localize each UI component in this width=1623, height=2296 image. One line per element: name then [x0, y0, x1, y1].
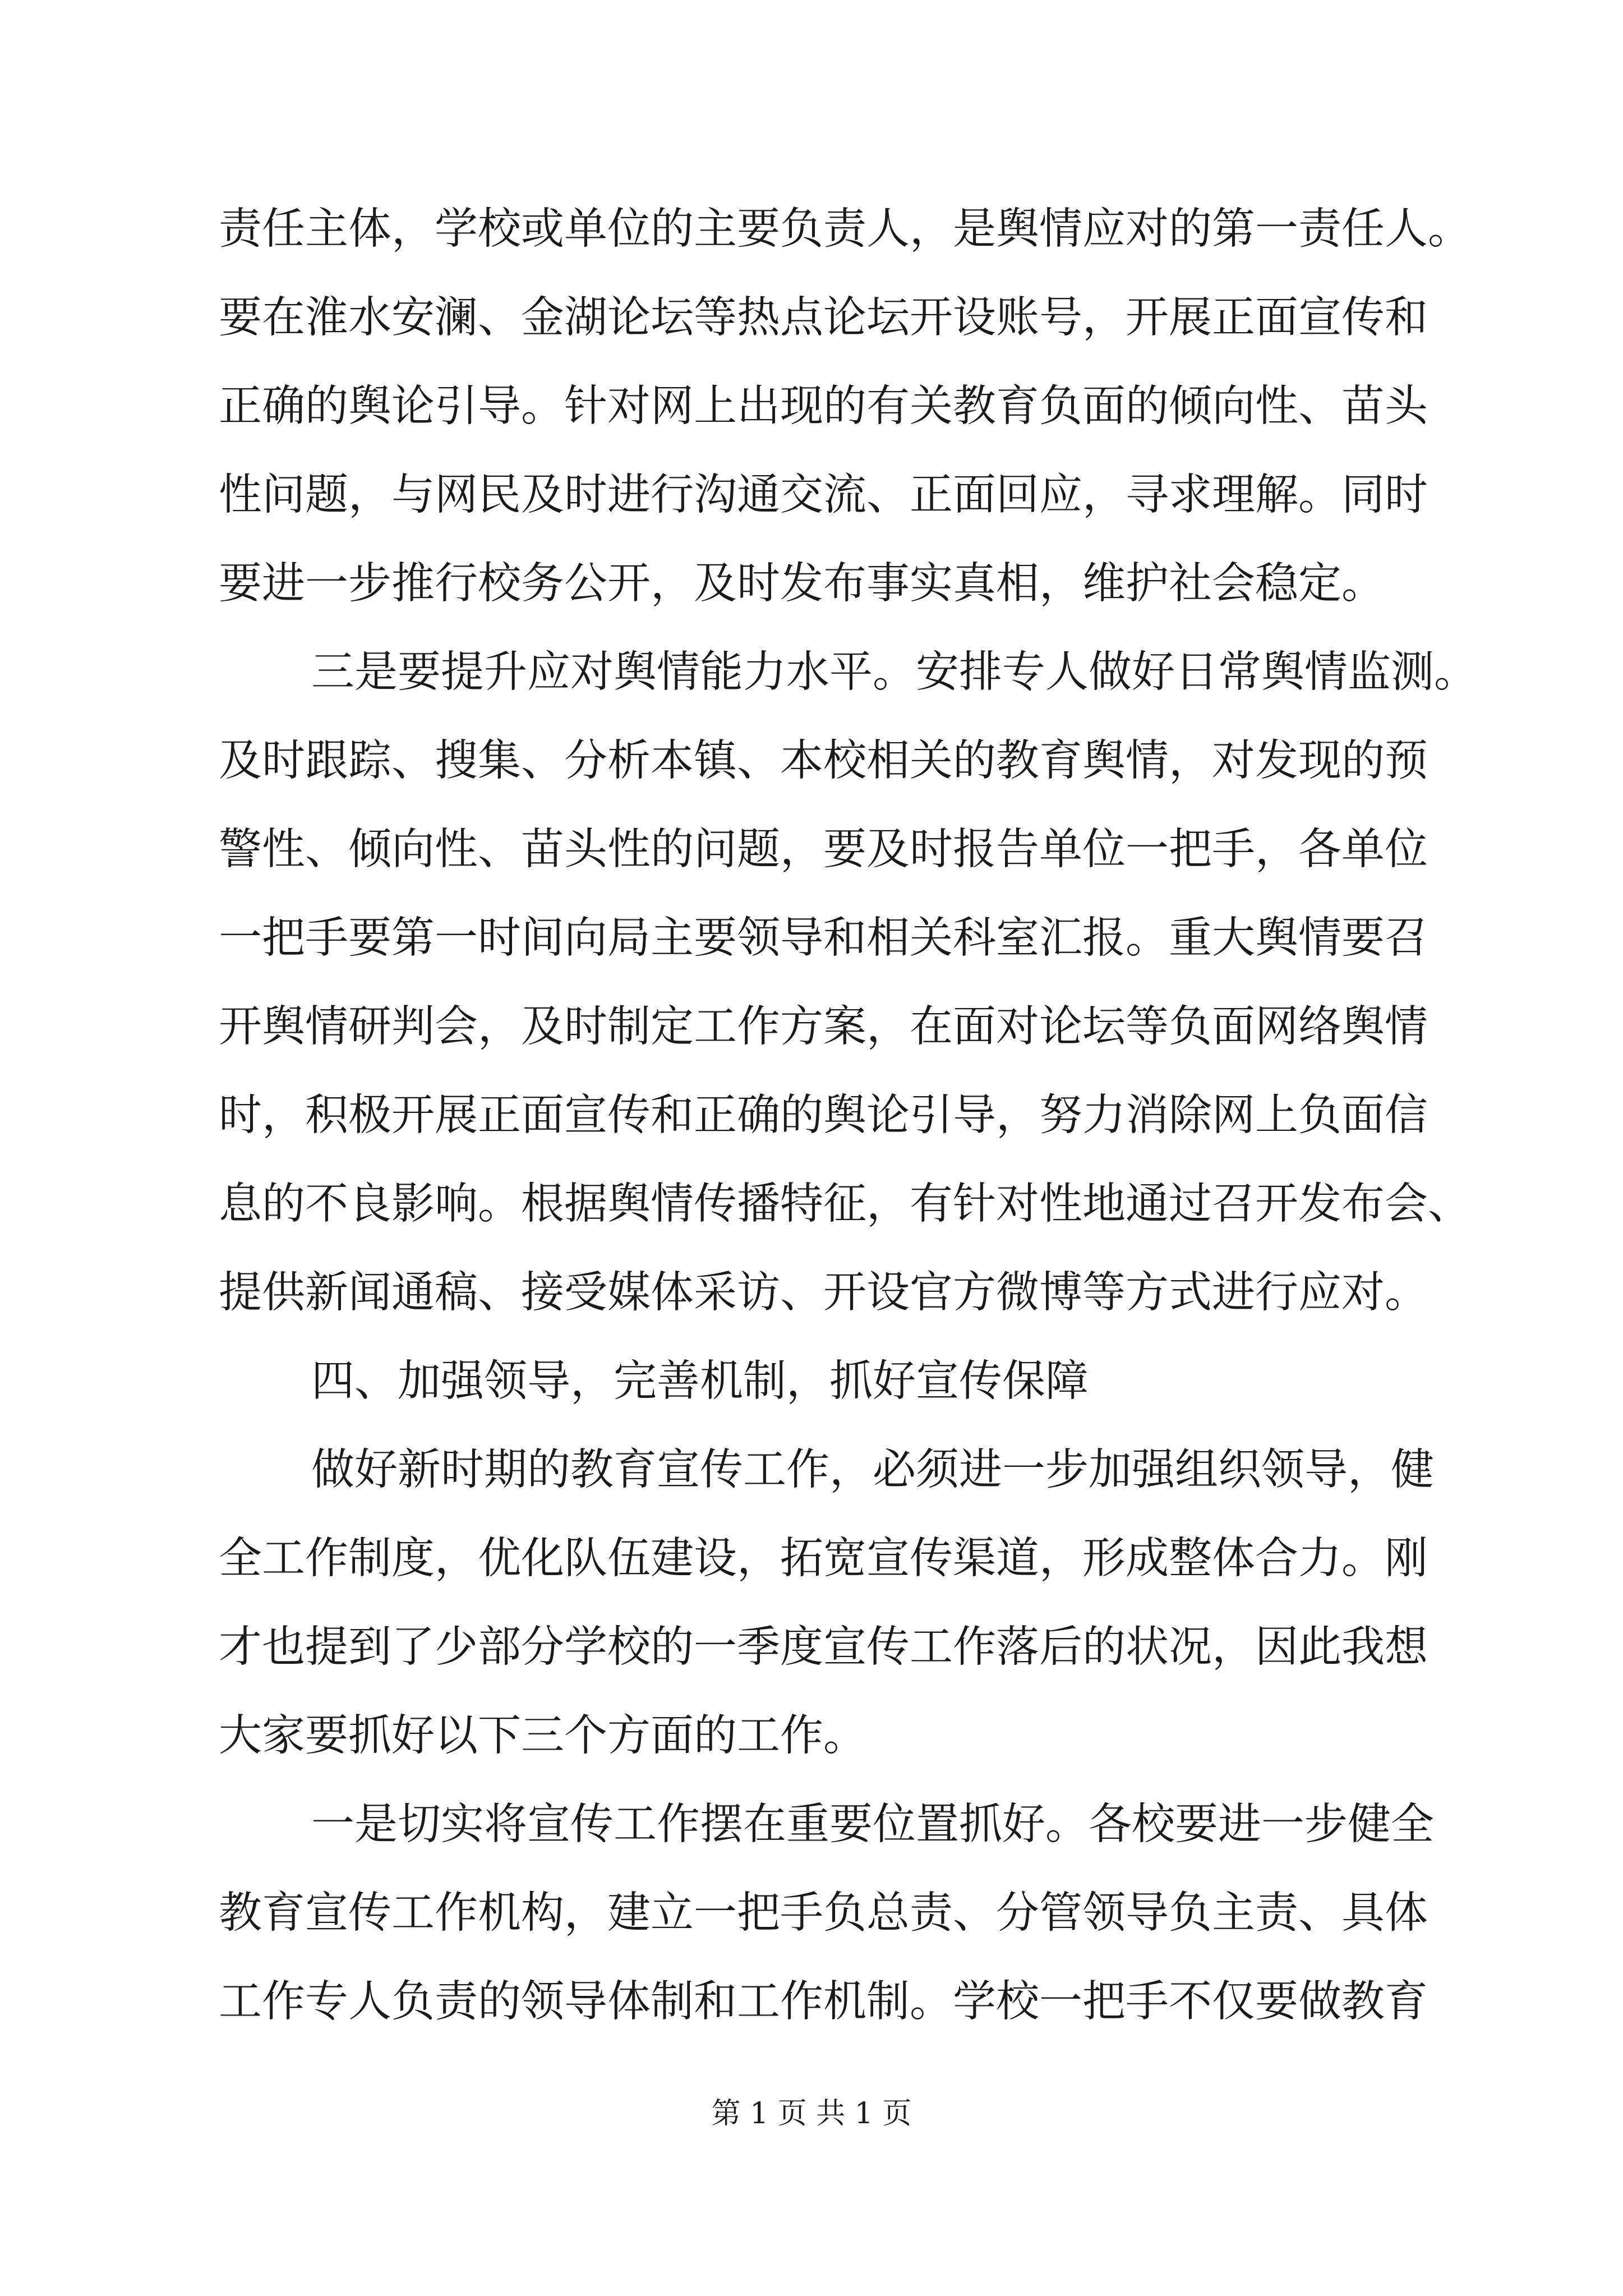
section-heading: 四、加强领导，完善机制，抓好宣传保障	[311, 1356, 1089, 1406]
text-line: 提供新闻通稿、接受媒体采访、开设官方微博等方式进行应对。	[219, 1268, 1428, 1318]
paragraph-first-line: 一是切实将宣传工作摆在重要位置抓好。各校要进一步健全	[311, 1800, 1434, 1849]
text-line: 大家要抓好以下三个方面的工作。	[219, 1711, 866, 1761]
text-line: 一把手要第一时间向局主要领导和相关科室汇报。重大舆情要召	[219, 913, 1428, 963]
text-line: 及时跟踪、搜集、分析本镇、本校相关的教育舆情，对发现的预	[219, 736, 1428, 786]
text-line: 正确的舆论引导。针对网上出现的有关教育负面的倾向性、苗头	[219, 381, 1428, 431]
text-line: 责任主体，学校或单位的主要负责人，是舆情应对的第一责任人。	[219, 204, 1471, 254]
page-footer: 第 1 页 共 1 页	[711, 2097, 912, 2131]
text-line: 才也提到了少部分学校的一季度宣传工作落后的状况，因此我想	[219, 1622, 1428, 1672]
paragraph-first-line: 三是要提升应对舆情能力水平。安排专人做好日常舆情监测。	[311, 647, 1477, 697]
text-line: 教育宣传工作机构，建立一把手负总责、分管领导负主责、具体	[219, 1888, 1428, 1938]
text-line: 警性、倾向性、苗头性的问题，要及时报告单位一把手，各单位	[219, 825, 1428, 875]
text-line: 时，积极开展正面宣传和正确的舆论引导，努力消除网上负面信	[219, 1091, 1428, 1140]
text-line: 全工作制度，优化队伍建设，拓宽宣传渠道，形成整体合力。刚	[219, 1534, 1428, 1584]
text-line: 工作专人负责的领导体制和工作机制。学校一把手不仅要做教育	[219, 1977, 1428, 2027]
text-line: 要在淮水安澜、金湖论坛等热点论坛开设账号，开展正面宣传和	[219, 293, 1428, 343]
text-line: 息的不良影响。根据舆情传播特征，有针对性地通过召开发布会、	[219, 1179, 1471, 1229]
text-line: 开舆情研判会，及时制定工作方案，在面对论坛等负面网络舆情	[219, 1002, 1428, 1052]
body-text	[219, 185, 1477, 2046]
text-line: 性问题，与网民及时进行沟通交流、正面回应，寻求理解。同时	[219, 470, 1428, 520]
text-line: 要进一步推行校务公开，及时发布事实真相，维护社会稳定。	[219, 559, 1385, 609]
paragraph-first-line: 做好新时期的教育宣传工作，必须进一步加强组织领导，健	[311, 1445, 1434, 1495]
